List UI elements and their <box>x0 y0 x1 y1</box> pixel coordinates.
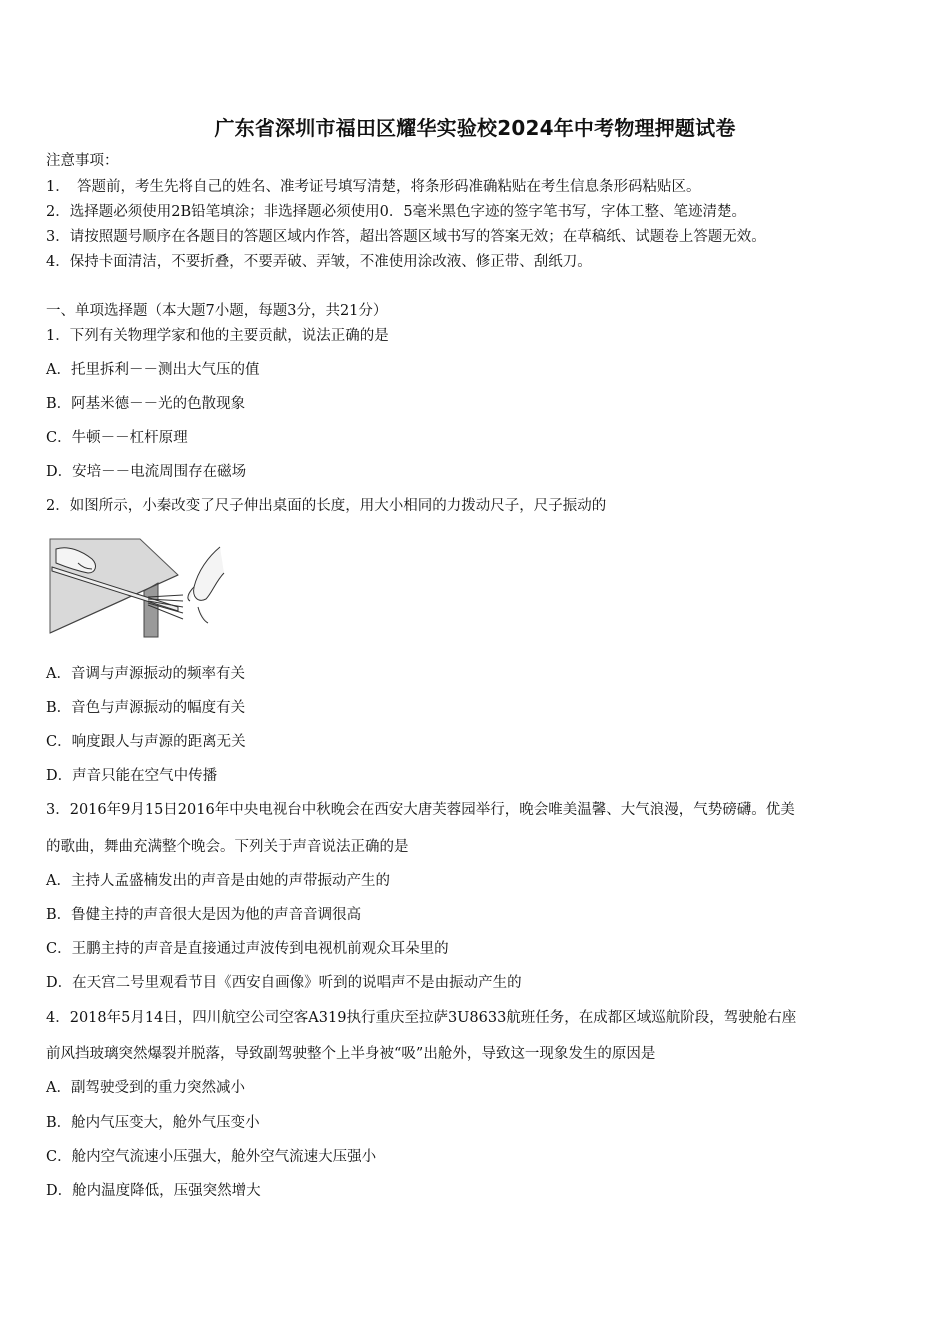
question-3-stem-line-2: 的歌曲，舞曲充满整个晚会。下列关于声音说法正确的是 <box>46 839 409 855</box>
desk-leg <box>144 583 158 637</box>
notice-item-1: 1． 答题前，考生先将自己的姓名、准考证号填写清楚，将条形码准确粘贴在考生信息条形码粘贴区。 <box>46 179 701 195</box>
notice-item-4: 4．保持卡面清洁，不要折叠，不要弄破、弄皱，不准使用涂改液、修正带、刮纸刀。 <box>46 254 592 270</box>
question-2-option-b: B．音色与声源振动的幅度有关 <box>46 700 246 716</box>
question-4-stem-line-1: 4．2018年5月14日，四川航空公司空客A319执行重庆至拉萨3U8633航班任务，在成都区域巡航阶段，驾驶舱右座 <box>46 1010 797 1026</box>
notice-heading: 注意事项： <box>46 153 119 169</box>
question-3-stem-line-1: 3．2016年9月15日2016年中央电视台中秋晚会在西安大唐芙蓉园举行，晚会唯美温馨、大气浪漫，气势磅礴。优美 <box>46 802 795 818</box>
section-heading: 一、单项选择题（本大题7小题，每题3分，共21分） <box>46 303 388 319</box>
question-4-option-c: C．舱内空气流速小压强大，舱外空气流速大压强小 <box>46 1149 377 1165</box>
question-4-option-a: A．副驾驶受到的重力突然减小 <box>46 1080 245 1096</box>
question-1-option-c: C．牛顿－－杠杆原理 <box>46 430 188 446</box>
question-1-stem: 1．下列有关物理学家和他的主要贡献，说法正确的是 <box>46 328 389 344</box>
question-3-option-b: B．鲁健主持的声音很大是因为他的声音音调很高 <box>46 907 362 923</box>
document-title: 广东省深圳市福田区耀华实验校2024年中考物理押题试卷 <box>214 116 736 140</box>
question-1-option-d: D．安培－－电流周围存在磁场 <box>46 464 247 480</box>
question-2-option-c: C．响度跟人与声源的距离无关 <box>46 734 246 750</box>
question-2-option-a: A．音调与声源振动的频率有关 <box>46 666 245 682</box>
question-2-stem: 2．如图所示，小秦改变了尺子伸出桌面的长度，用大小相同的力拨动尺子，尺子振动的 <box>46 498 607 514</box>
question-1-option-a: A．托里拆利－－测出大气压的值 <box>46 362 260 378</box>
notice-item-3: 3．请按照题号顺序在各题目的答题区域内作答，超出答题区域书写的答案无效；在草稿纸、试题卷上答题无效。 <box>46 229 766 245</box>
question-4-option-d: D．舱内温度降低，压强突然增大 <box>46 1183 261 1199</box>
question-2-option-d: D．声音只能在空气中传播 <box>46 768 218 784</box>
question-4-option-b: B．舱内气压变大，舱外气压变小 <box>46 1115 260 1131</box>
question-4-stem-line-2: 前风挡玻璃突然爆裂并脱落，导致副驾驶整个上半身被“吸”出舱外，导致这一现象发生的原因是 <box>46 1046 656 1062</box>
question-3-option-a: A．主持人孟盛楠发出的声音是由她的声带振动产生的 <box>46 873 390 889</box>
ruler-vibration-figure <box>48 537 228 639</box>
question-3-option-c: C．王鹏主持的声音是直接通过声波传到电视机前观众耳朵里的 <box>46 941 449 957</box>
question-3-option-d: D．在天宫二号里观看节目《西安自画像》听到的说唱声不是由振动产生的 <box>46 975 522 991</box>
right-hand-sketch <box>188 547 224 623</box>
notice-item-2: 2．选择题必须使用2B铅笔填涂；非选择题必须使用0．5毫米黑色字迹的签字笔书写，字体工整、笔迹清楚。 <box>46 204 747 220</box>
question-1-option-b: B．阿基米德－－光的色散现象 <box>46 396 246 412</box>
